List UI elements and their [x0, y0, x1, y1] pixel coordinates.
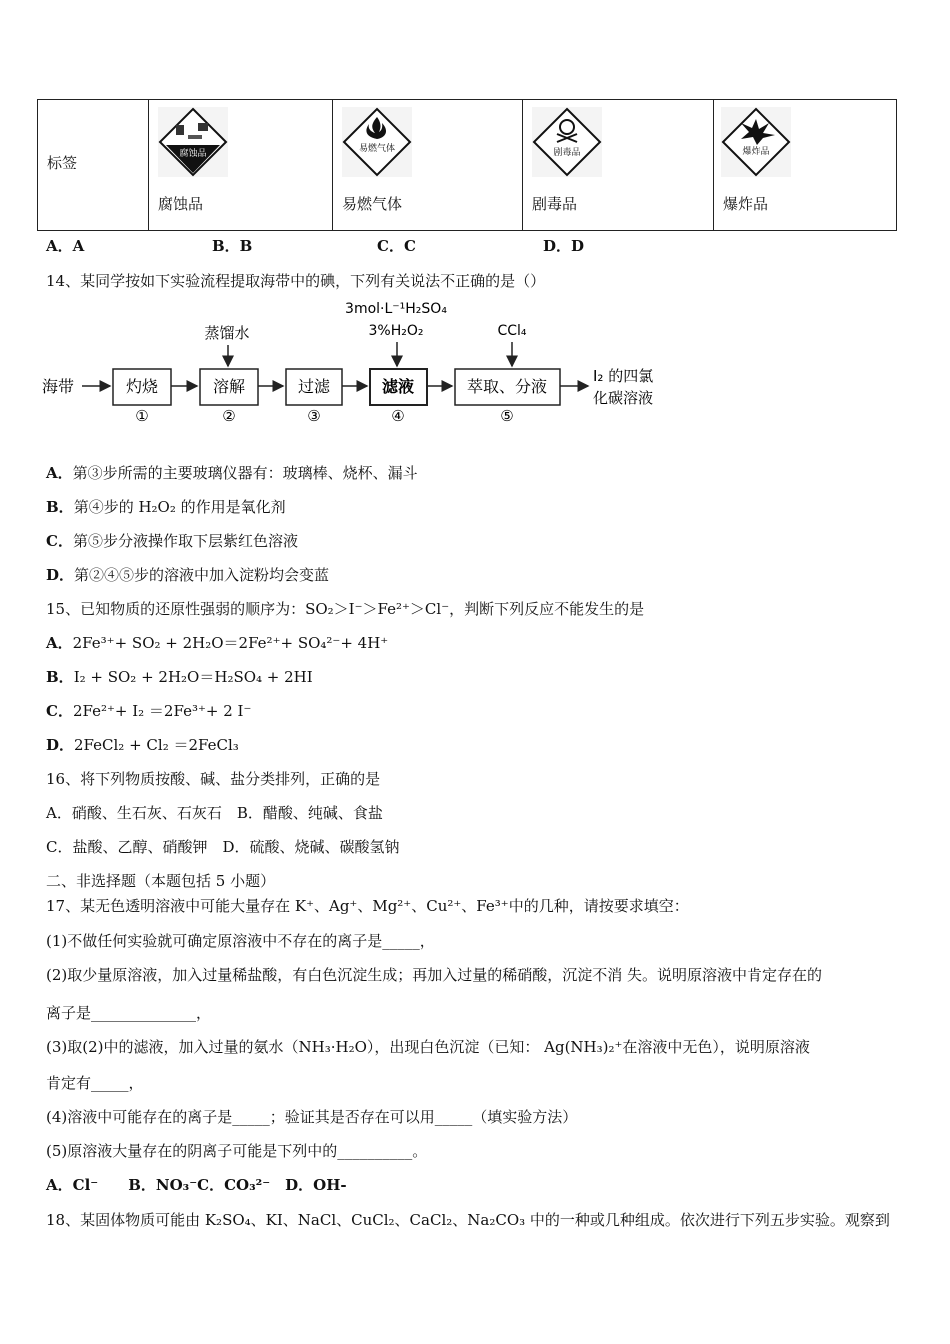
flow-step-4-num: ④ [391, 407, 405, 425]
q14-option-c: C．第⑤步分液操作取下层紫红色溶液 [46, 532, 298, 550]
flow-step-4-label: 滤液 [381, 377, 415, 396]
q17-part3-line1: (3)取(2)中的滤液，加入过量的氨水（NH₃·H₂O），出现白色沉淀（已知： Ag(NH₃)₂⁺在溶液中无色），说明原溶液 [46, 1038, 810, 1056]
section-heading: 二、非选择题（本题包括 5 小题） [46, 872, 276, 890]
flow-end-line2: 化碳溶液 [593, 389, 654, 407]
q15-option-b: B．I₂ + SO₂ + 2H₂O＝H₂SO₄ + 2HI [46, 668, 313, 686]
q14-stem: 14、某同学按如下实验流程提取海带中的碘，下列有关说法不正确的是（） [46, 272, 546, 290]
row-header-cell [38, 100, 149, 231]
q17-part2-line2: 离子是______________， [46, 1004, 212, 1022]
q17-part4: (4)溶液中可能存在的离子是_____；验证其是否存在可以用_____（填实验方法） [46, 1108, 578, 1126]
q17-part1: (1)不做任何实验就可确定原溶液中不存在的离子是_____， [46, 932, 435, 950]
corrosive-sign-icon [158, 107, 228, 177]
q16-stem: 16、将下列物质按酸、碱、盐分类排列，正确的是 [46, 770, 381, 788]
q17-part3-line2: 肯定有_____， [46, 1074, 144, 1092]
label-name-flammable: 易燃气体 [342, 195, 403, 213]
flow-step-2-num: ② [222, 407, 236, 425]
flow-step-5-num: ⑤ [500, 407, 514, 425]
q16-options-line1: A．硝酸、生石灰、石灰石 B．醋酸、纯碱、食盐 [46, 804, 383, 822]
explosive-sign-text: 爆炸品 [742, 147, 770, 157]
row-header: 标签 [47, 154, 78, 172]
flow-step-3-label: 过滤 [297, 377, 331, 396]
flow-reagent-acid: 3mol·L⁻¹H₂SO₄ [345, 301, 447, 317]
q14-option-a: A．第③步所需的主要玻璃仪器有：玻璃棒、烧杯、漏斗 [46, 464, 418, 482]
q17-stem: 17、某无色透明溶液中可能大量存在 K⁺、Ag⁺、Mg²⁺、Cu²⁺、Fe³⁺中的几种，请按要求填空： [46, 897, 689, 915]
q16-options-line2: C．盐酸、乙醇、硝酸钾 D．硫酸、烧碱、碳酸氢钠 [46, 838, 400, 856]
label-name-corrosive: 腐蚀品 [158, 195, 204, 213]
label-name-toxic: 剧毒品 [532, 195, 578, 213]
q15-option-d: D．2FeCl₂ + Cl₂ ＝2FeCl₃ [46, 736, 239, 754]
q15-option-c: C．2Fe²⁺+ I₂ ＝2Fe³⁺+ 2 I⁻ [46, 702, 252, 720]
q13-option-b: B．B [212, 237, 253, 255]
label-cell-toxic [523, 100, 714, 231]
flow-reagent-h2o2: 3%H₂O₂ [368, 323, 424, 339]
flow-step-3-num: ③ [307, 407, 321, 425]
label-name-explosive: 爆炸品 [723, 195, 769, 213]
flow-reagent-ccl4: CCl₄ [497, 323, 527, 339]
q13-option-c: C．C [377, 237, 416, 255]
toxic-sign-text: 剧毒品 [553, 148, 581, 158]
q18-stem: 18、某固体物质可能由 K₂SO₄、KI、NaCl、CuCl₂、CaCl₂、Na₂CO₃ 中的一种或几种组成。依次进行下列五步实验。观察到 [46, 1211, 890, 1229]
q17-part5: (5)原溶液大量存在的阴离子可能是下列中的__________。 [46, 1142, 428, 1160]
q17-options: A．Cl⁻ B．NO₃⁻C．CO₃²⁻ D．OH- [46, 1176, 347, 1194]
q13-option-d: D．D [543, 237, 585, 255]
flow-step-1-label: 灼烧 [125, 377, 159, 396]
q17-part2-line1: (2)取少量原溶液，加入过量稀盐酸，有白色沉淀生成；再加入过量的稀硝酸，沉淀不消 失。说明原溶液中肯定存在的 [46, 966, 823, 984]
flow-end-line1: I₂ 的四氯 [593, 367, 654, 385]
label-cell-corrosive [149, 100, 333, 231]
flow-start: 海带 [42, 377, 75, 396]
flow-step-1-num: ① [135, 407, 149, 425]
flammable-sign-text: 易燃气体 [358, 144, 396, 154]
toxic-sign-icon [532, 107, 602, 177]
q13-option-a: A．A [46, 237, 85, 255]
flow-reagent-water: 蒸馏水 [204, 324, 250, 342]
q14-option-d: D．第②④⑤步的溶液中加入淀粉均会变蓝 [46, 566, 330, 584]
corrosive-sign-text: 腐蚀品 [179, 149, 207, 159]
flow-step-2-label: 溶解 [212, 377, 246, 396]
label-cell-flammable [333, 100, 523, 231]
iodine-extraction-flowchart [40, 295, 680, 430]
q15-option-a: A．2Fe³⁺+ SO₂ + 2H₂O＝2Fe²⁺+ SO₄²⁻+ 4H⁺ [46, 634, 389, 652]
q14-option-b: B．第④步的 H₂O₂ 的作用是氧化剂 [46, 498, 286, 516]
hazard-label-table [37, 99, 897, 231]
q15-stem: 15、已知物质的还原性强弱的顺序为：SO₂＞I⁻＞Fe²⁺＞Cl⁻，判断下列反应不能发生的是 [46, 600, 645, 618]
flammable-gas-sign-icon [342, 107, 412, 177]
flow-step-5-label: 萃取、分液 [466, 377, 548, 396]
explosive-sign-icon [721, 107, 791, 177]
label-cell-explosive [714, 100, 897, 231]
